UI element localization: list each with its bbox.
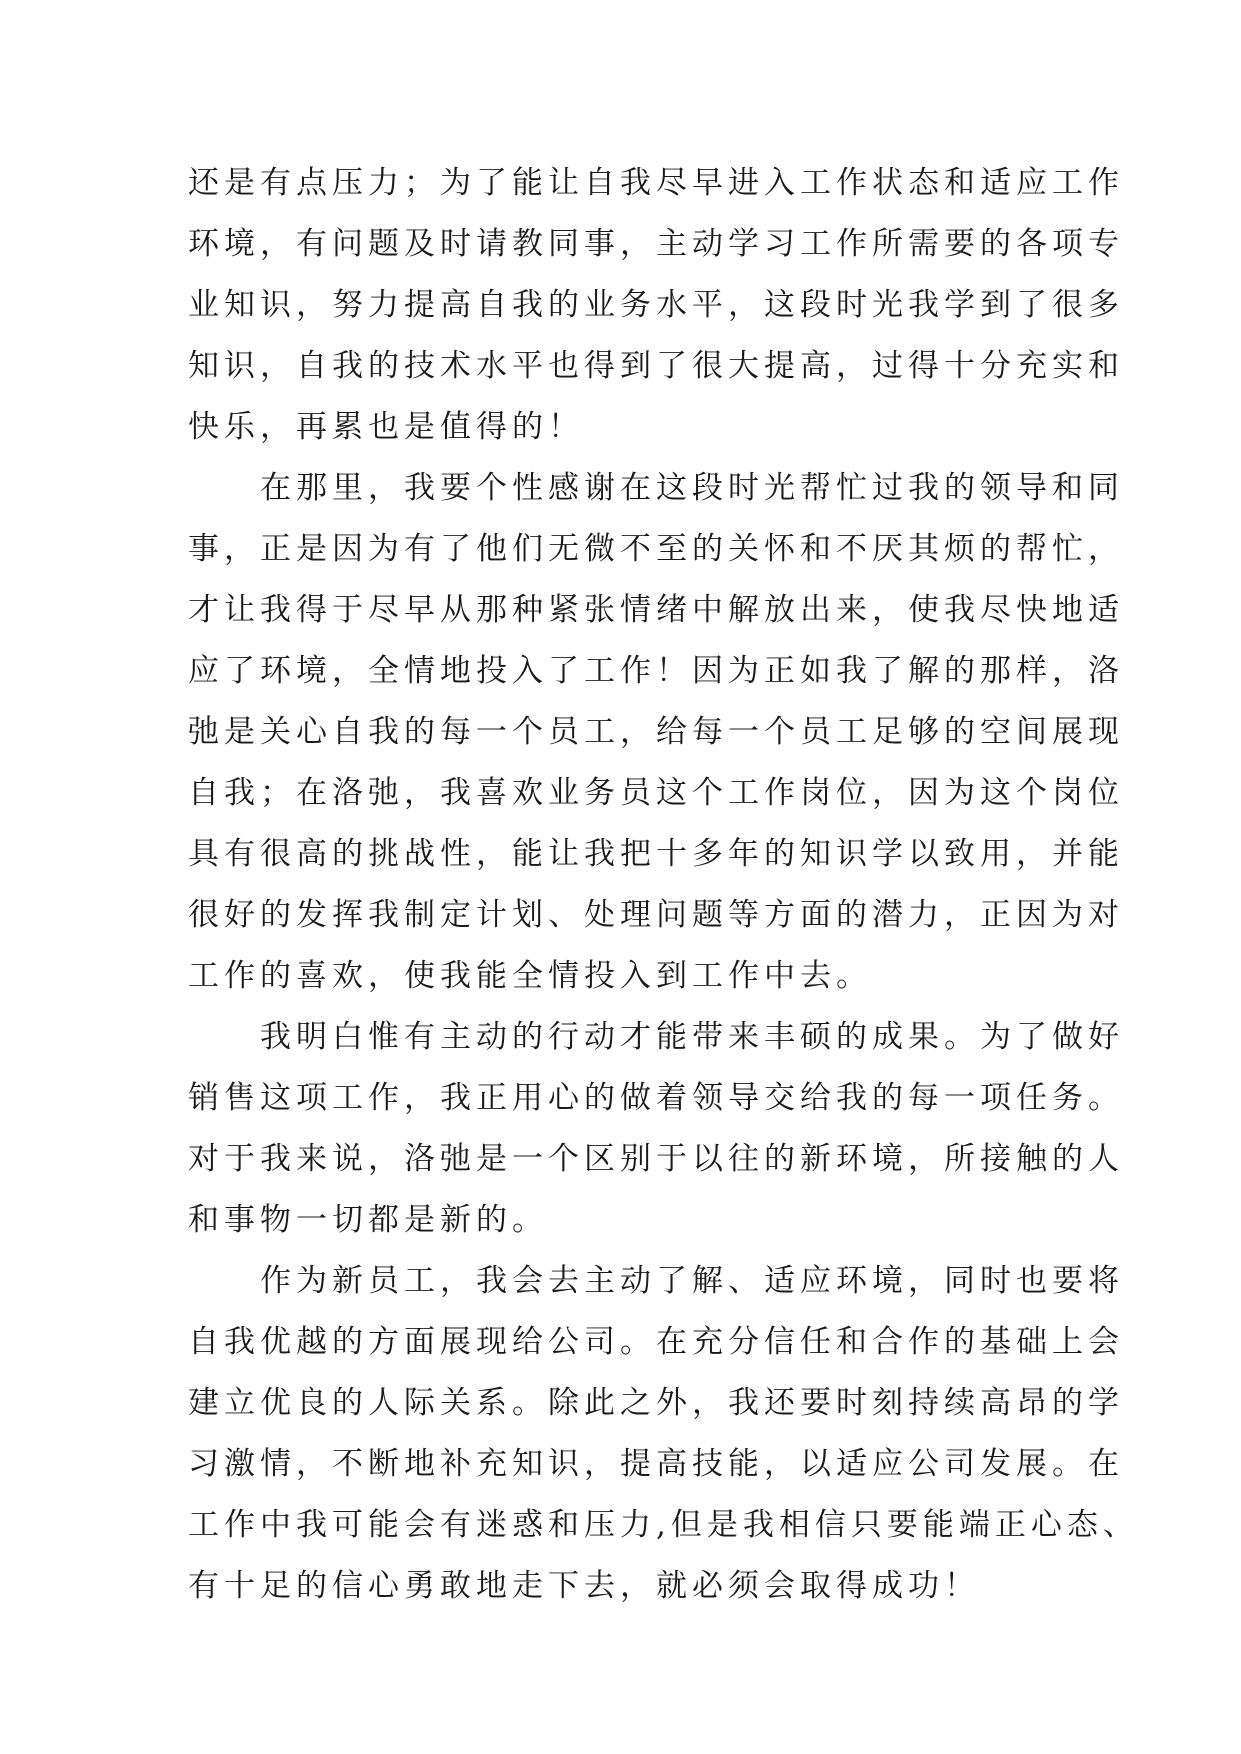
text-line: 快乐，再累也是值得的！	[188, 409, 584, 445]
text-line: 很好的发挥我制定计划、处理问题等方面的潜力，正因为对	[188, 897, 1124, 933]
text-line: 有十足的信心勇敢地走下去，就必须会取得成功！	[188, 1568, 980, 1604]
text-line: 和事物一切都是新的。	[188, 1202, 548, 1238]
text-line: 具有很高的挑战性，能让我把十多年的知识学以致用，并能	[188, 836, 1124, 872]
paragraph-1	[188, 153, 1124, 458]
paragraph-2	[188, 458, 1124, 1007]
text-line: 自我优越的方面展现给公司。在充分信任和合作的基础上会	[188, 1324, 1124, 1360]
text-line: 工作的喜欢，使我能全情投入到工作中去。	[188, 958, 872, 994]
text-line: 才让我得于尽早从那种紧张情绪中解放出来，使我尽快地适	[188, 592, 1124, 628]
text-line: 建立优良的人际关系。除此之外，我还要时刻持续高昂的学	[188, 1385, 1124, 1421]
text-line: 弛是关心自我的每一个员工，给每一个员工足够的空间展现	[188, 714, 1124, 750]
text-line: 应了环境，全情地投入了工作！因为正如我了解的那样，洛	[188, 653, 1124, 689]
document-body	[188, 153, 1139, 1617]
text-line: 习激情，不断地补充知识，提高技能，以适应公司发展。在	[188, 1446, 1124, 1482]
text-line: 我明白惟有主动的行动才能带来丰硕的成果。为了做好	[260, 1019, 1124, 1055]
paragraph-3	[188, 1007, 1124, 1251]
text-line: 业知识，努力提高自我的业务水平，这段时光我学到了很多	[188, 287, 1124, 323]
text-line: 在那里，我要个性感谢在这段时光帮忙过我的领导和同	[260, 470, 1124, 506]
text-line: 知识，自我的技术水平也得到了很大提高，过得十分充实和	[188, 348, 1124, 384]
text-line: 自我；在洛弛，我喜欢业务员这个工作岗位，因为这个岗位	[188, 775, 1124, 811]
text-line: 工作中我可能会有迷惑和压力,但是我相信只要能端正心态、	[188, 1507, 1139, 1543]
text-line: 还是有点压力；为了能让自我尽早进入工作状态和适应工作	[188, 165, 1124, 201]
text-line: 环境，有问题及时请教同事，主动学习工作所需要的各项专	[188, 226, 1124, 262]
text-line: 对于我来说，洛弛是一个区别于以往的新环境，所接触的人	[188, 1141, 1124, 1177]
paragraph-4	[188, 1251, 1139, 1617]
text-line: 销售这项工作，我正用心的做着领导交给我的每一项任务。	[188, 1080, 1124, 1116]
text-line: 作为新员工，我会去主动了解、适应环境，同时也要将	[260, 1263, 1124, 1299]
text-line: 事，正是因为有了他们无微不至的关怀和不厌其烦的帮忙，	[188, 531, 1124, 567]
